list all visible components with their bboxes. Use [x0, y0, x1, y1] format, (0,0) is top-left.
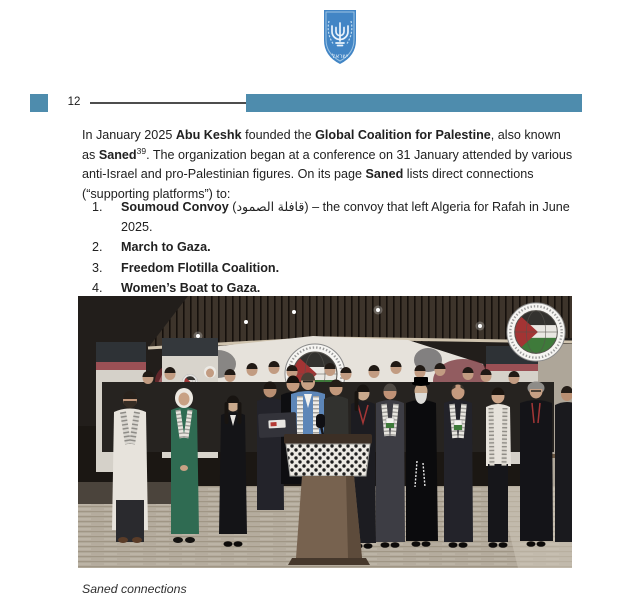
- intro-paragraph: In January 2025 Abu Keshk founded the Global Coalition for Palestine, also known as Saned$^{39}$. The organization began at a conference on 31 January attended by various anti-Israel and pro-Palestinian figures. On its page Saned lists direct connections (“supporting platforms”) to:: [82, 128, 573, 201]
- saned-logo-overlay: [507, 303, 565, 361]
- rabbi-figure: [406, 377, 438, 547]
- list-item-number: 4.: [92, 280, 103, 295]
- list-item: [92, 237, 572, 257]
- page-number: 12: [67, 96, 81, 108]
- list-item-text: Women’s Boat to Gaza.: [121, 280, 261, 295]
- israel-state-emblem-icon: [321, 8, 359, 68]
- list-item-text: Freedom Flotilla Coalition.: [121, 260, 280, 275]
- list-item-number: 1.: [92, 200, 103, 214]
- header-accent-bar: [246, 94, 582, 112]
- header-rule-line: [90, 102, 246, 104]
- list-item-text: Soumoud Convoy (قافلة الصمود) – the convoy that left Algeria for Rafah in June 2025.: [121, 200, 570, 235]
- list-item-text: March to Gaza.: [121, 240, 211, 255]
- list-item: [92, 197, 572, 237]
- microphone: [316, 414, 325, 428]
- list-item-number: 3.: [92, 260, 103, 275]
- header-accent-square: [30, 94, 48, 112]
- list-item-number: 2.: [92, 240, 103, 255]
- list-item: [92, 258, 572, 278]
- conference-photo-image: [78, 296, 572, 568]
- conference-photo: [78, 296, 572, 568]
- emblem-hebrew-text: ישראל: [331, 53, 349, 60]
- photo-caption: Saned connections: [82, 582, 187, 596]
- list-item: [92, 278, 572, 298]
